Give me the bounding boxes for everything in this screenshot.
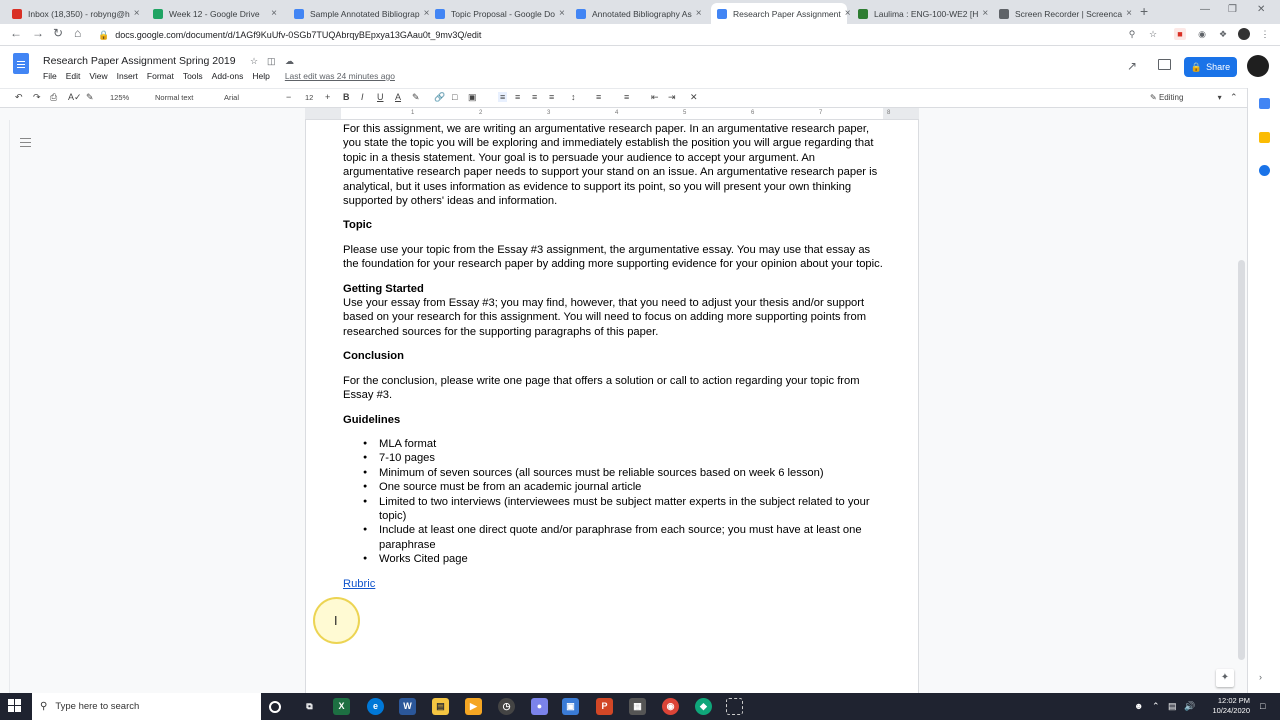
excel-icon[interactable]: X: [333, 698, 350, 715]
profile-avatar-icon[interactable]: [1238, 28, 1250, 40]
chevron-right-icon[interactable]: ›: [1259, 672, 1262, 682]
document-outline-icon[interactable]: [20, 138, 31, 147]
print-icon[interactable]: ⎙: [50, 92, 58, 102]
ruler-tick: 1: [411, 110, 415, 116]
close-tab-icon[interactable]: ×: [695, 8, 702, 19]
bookmark-star-icon[interactable]: ☆: [1148, 29, 1158, 39]
menu-file[interactable]: File: [43, 71, 57, 81]
rubric-link[interactable]: Rubric: [343, 577, 376, 590]
recorder-icon: [999, 9, 1009, 19]
justify-icon[interactable]: ≡: [549, 92, 555, 102]
ruler-tick: 2: [479, 110, 483, 116]
home-icon[interactable]: ⌂: [74, 26, 82, 40]
align-right-icon[interactable]: ≡: [532, 92, 538, 102]
browser-tab[interactable]: [288, 3, 430, 24]
tab-title: Screen Recorder | Screenca: [1015, 8, 1123, 19]
clock-date: 10/24/2020: [1212, 706, 1250, 715]
comment-history-icon[interactable]: [1158, 59, 1171, 70]
screen-recorder-icon[interactable]: [726, 698, 743, 715]
menu-edit[interactable]: Edit: [65, 71, 81, 81]
insert-image-icon[interactable]: ▣: [468, 92, 477, 102]
increase-indent-icon[interactable]: ⇥: [668, 92, 676, 102]
menu-help[interactable]: Help: [252, 71, 270, 81]
text-color-icon[interactable]: A: [395, 92, 402, 102]
browser-tab[interactable]: [852, 3, 988, 24]
list-item[interactable]: ● Minimum of seven sources (all sources must be reliable sources based on week 6 lesson): [363, 466, 888, 480]
drive-icon: [153, 9, 163, 19]
volume-icon[interactable]: 🔊: [1184, 701, 1196, 711]
getting-started-paragraph[interactable]: Use your essay from Essay #3; you may find, however, that you need to adjust your thesis and/or support based on your research for this assignment. You will need to focus on adding more supporting points from researched sources for the supporting paragraphs of this paper.: [343, 297, 867, 338]
address-bar: [0, 24, 1280, 46]
search-icon: ⚲: [40, 701, 48, 712]
tab-title: Week 12 - Google Drive: [169, 8, 260, 19]
word-icon[interactable]: W: [399, 698, 416, 715]
taskbar-search[interactable]: [32, 693, 261, 720]
laulima-icon: [858, 9, 868, 19]
menu-format[interactable]: Format: [146, 71, 174, 81]
intro-paragraph[interactable]: For this assignment, we are writing an argumentative research paper. In an argumentative research paper, you state the topic you will be exploring and immediately establish the position you will argue regarding that topic in a thesis statement. Your goal is to persuade your audience to accept your argument. An argumentative research paper needs to support your stand on an issue. An argumentative research paper is analytical, but it uses information as evidence to support its point, so you will present your own thinking supported by others' ideas and information.: [343, 123, 878, 208]
highlight-icon[interactable]: ✎: [412, 92, 420, 102]
align-left-icon[interactable]: ≡: [500, 92, 506, 102]
undo-icon[interactable]: ↶: [15, 92, 23, 102]
avatar[interactable]: [1247, 55, 1269, 77]
document-body[interactable]: [343, 122, 888, 591]
lock-share-icon: 🔒: [1190, 61, 1203, 72]
cloud-saved-icon: ☁: [285, 56, 294, 66]
clock-time: 12:02 PM: [1217, 696, 1250, 705]
pencil-icon: ✎: [1150, 93, 1157, 102]
minimize-icon[interactable]: —: [1200, 4, 1210, 15]
topic-paragraph[interactable]: Please use your topic from the Essay #3 assignment, the argumentative essay. You may use that essay as the foundation for your research paper by adding more supporting evidence for your opinion about your topic.: [343, 243, 883, 271]
media-player-icon[interactable]: ▶: [465, 698, 482, 715]
windows-start-icon[interactable]: [8, 699, 22, 713]
guidelines-list: [363, 437, 888, 567]
list-item[interactable]: ● 7-10 pages: [363, 451, 888, 465]
italic-icon[interactable]: I: [361, 92, 364, 102]
topic-heading[interactable]: Topic: [343, 219, 373, 232]
notification-icon[interactable]: □: [1260, 701, 1266, 711]
docs-icon: [576, 9, 586, 19]
keep-icon[interactable]: [1259, 132, 1270, 143]
close-tab-icon[interactable]: ×: [423, 8, 430, 19]
ruler-tick: 3: [547, 110, 551, 116]
tab-title: Topic Proposal - Google Do: [451, 8, 555, 19]
tab-title: Sample Annotated Bibliograp: [310, 8, 420, 19]
conclusion-paragraph[interactable]: For the conclusion, please write one page that offers a solution or call to action regarding your topic from Essay #3.: [343, 374, 860, 402]
menu-view[interactable]: View: [89, 71, 108, 81]
editing-mode-select[interactable]: [1150, 93, 1222, 102]
list-item[interactable]: ● One source must be from an academic journal article: [363, 480, 888, 494]
align-center-icon[interactable]: ≡: [515, 92, 521, 102]
browser-tab[interactable]: [147, 3, 283, 24]
tab-title: Research Paper Assignment: [733, 8, 841, 19]
docs-icon: [294, 9, 304, 19]
ruler-tick: 5: [683, 110, 687, 116]
style-select[interactable]: Normal text: [155, 93, 194, 102]
extensions-puzzle-icon[interactable]: ❖: [1218, 29, 1228, 39]
restore-icon[interactable]: ❐: [1228, 4, 1237, 15]
activity-dashboard-icon[interactable]: ↗: [1127, 59, 1138, 73]
edge-icon[interactable]: e: [367, 698, 384, 715]
ruler-left-margin: [305, 108, 341, 119]
docs-icon: [435, 9, 445, 19]
windows-taskbar: [0, 693, 1280, 720]
new-tab-icon[interactable]: +: [1140, 3, 1149, 19]
list-item[interactable]: ● Include at least one direct quote and/or paraphrase from each source; you must have at least one paraphrase: [363, 523, 888, 552]
url-field[interactable]: [98, 26, 1138, 44]
app-icon[interactable]: ●: [531, 698, 548, 715]
forward-icon[interactable]: →: [32, 26, 44, 40]
list-item[interactable]: ● Works Cited page: [363, 552, 888, 566]
increase-font-icon[interactable]: +: [325, 92, 331, 102]
underline-icon[interactable]: U: [377, 92, 384, 102]
ruler-tick: 8: [887, 110, 891, 116]
tab-title: Laulima : ENG-100-WE2 [H: [874, 8, 979, 19]
chrome-menu-icon[interactable]: ⋮: [1260, 29, 1270, 39]
tray-chevron-icon[interactable]: ⌃: [1152, 701, 1160, 711]
cortana-icon[interactable]: [269, 701, 281, 713]
close-tab-icon[interactable]: ×: [133, 8, 140, 19]
numbered-list-icon[interactable]: ≡: [596, 92, 602, 102]
lock-icon: 🔒: [98, 29, 110, 40]
document-page[interactable]: [305, 120, 919, 693]
tab-title: Inbox (18,350) - robyng@h: [28, 8, 130, 19]
ruler-tick: 7: [819, 110, 823, 116]
app-green-icon[interactable]: ◆: [695, 698, 712, 715]
menu-insert[interactable]: Insert: [116, 71, 138, 81]
browser-tab[interactable]: [993, 3, 1132, 24]
chrome-icon[interactable]: ◉: [662, 698, 679, 715]
decrease-font-icon[interactable]: −: [286, 92, 292, 102]
tasks-icon[interactable]: [1259, 165, 1270, 176]
clock-app-icon[interactable]: ◷: [498, 698, 515, 715]
extension-red-icon[interactable]: ■: [1174, 28, 1186, 40]
browser-tab[interactable]: [711, 3, 851, 24]
url-text: docs.google.com/document/d/1AGf9KuUfv-0SGb7TUQAbrqyBEpxya13GAau0t_9mv3Q/edit: [115, 30, 482, 40]
ruler-tick: 6: [751, 110, 755, 116]
collapse-menus-icon[interactable]: ⌃: [1230, 92, 1238, 102]
extension-record-icon[interactable]: ◉: [1198, 29, 1206, 39]
text-cursor-icon: I: [334, 614, 338, 628]
menu-bar: [43, 71, 395, 81]
paint-format-icon[interactable]: ✎: [86, 92, 94, 102]
share-button[interactable]: [1184, 57, 1237, 77]
insert-comment-icon[interactable]: □: [452, 92, 458, 102]
docs-icon: [717, 9, 727, 19]
calculator-icon[interactable]: ▦: [629, 698, 646, 715]
file-explorer-icon[interactable]: ▤: [432, 698, 449, 715]
close-window-icon[interactable]: ✕: [1257, 4, 1266, 15]
font-select[interactable]: Arial: [224, 93, 240, 102]
back-icon[interactable]: ←: [10, 26, 22, 40]
link-icon[interactable]: 🔗: [434, 92, 446, 102]
people-icon[interactable]: ☻: [1134, 701, 1144, 711]
menu-tools[interactable]: Tools: [182, 71, 203, 81]
spellcheck-icon[interactable]: A✓: [68, 92, 82, 102]
redo-icon[interactable]: ↷: [33, 92, 41, 102]
decrease-indent-icon[interactable]: ⇤: [651, 92, 659, 102]
menu-addons[interactable]: Add-ons: [211, 71, 244, 81]
close-tab-icon[interactable]: ×: [558, 8, 565, 19]
browser-tab[interactable]: [6, 3, 142, 24]
close-tab-icon[interactable]: ×: [271, 8, 277, 19]
close-tab-icon[interactable]: ×: [844, 8, 851, 19]
network-icon[interactable]: ▤: [1168, 701, 1177, 711]
search-placeholder: Type here to search: [55, 701, 140, 712]
horizontal-ruler[interactable]: [305, 108, 919, 120]
powerpoint-icon[interactable]: P: [596, 698, 613, 715]
browser-tab[interactable]: [570, 3, 706, 24]
ruler-tick: 4: [615, 110, 619, 116]
gmail-icon: [12, 9, 22, 19]
reload-icon[interactable]: ↻: [53, 26, 64, 40]
clear-formatting-icon[interactable]: ✕: [690, 92, 698, 102]
taskbar-clock[interactable]: [1198, 696, 1250, 716]
line-spacing-icon[interactable]: ↕: [571, 92, 576, 102]
font-size-field[interactable]: 12: [305, 93, 314, 102]
document-title[interactable]: Research Paper Assignment Spring 2019: [43, 55, 236, 67]
zoom-icon[interactable]: ⚲: [1128, 29, 1136, 39]
star-icon[interactable]: ☆: [250, 56, 259, 66]
last-edit-link[interactable]: Last edit was 24 minutes ago: [284, 71, 395, 81]
list-item[interactable]: ● Limited to two interviews (interviewees must be subject matter experts in the subject related to your topic): [363, 495, 888, 524]
calendar-icon[interactable]: [1259, 98, 1270, 109]
vertical-scrollbar[interactable]: [1236, 120, 1247, 693]
guidelines-heading[interactable]: Guidelines: [343, 413, 401, 426]
side-panel: [1247, 88, 1280, 693]
bold-icon[interactable]: B: [343, 92, 350, 102]
vertical-ruler: [0, 120, 10, 693]
chevron-down-icon: ▾: [1217, 93, 1222, 102]
explore-icon[interactable]: ✦: [1216, 669, 1234, 687]
zoom-select[interactable]: 125%: [110, 93, 130, 102]
browser-tab-bar: [0, 0, 1280, 24]
bulleted-list-icon[interactable]: ≡: [624, 92, 630, 102]
docs-header: [0, 46, 1280, 88]
formatting-toolbar: [0, 88, 1280, 108]
share-label: Share: [1206, 62, 1231, 72]
snip-icon[interactable]: ▣: [562, 698, 579, 715]
task-view-icon[interactable]: ⧉: [306, 701, 313, 711]
conclusion-heading[interactable]: Conclusion: [343, 350, 404, 363]
list-item[interactable]: ● MLA format: [363, 437, 888, 451]
getting-started-heading[interactable]: Getting Started: [343, 282, 424, 295]
docs-logo-icon[interactable]: [13, 53, 29, 74]
move-folder-icon[interactable]: ◫: [267, 56, 276, 66]
scrollbar-thumb[interactable]: [1238, 260, 1245, 660]
tab-title: Annotated Bibliography As: [592, 8, 692, 19]
close-tab-icon[interactable]: ×: [982, 8, 989, 19]
browser-tab[interactable]: [429, 3, 565, 24]
editing-mode-label: Editing: [1158, 93, 1184, 102]
close-tab-icon[interactable]: ×: [1126, 8, 1132, 19]
